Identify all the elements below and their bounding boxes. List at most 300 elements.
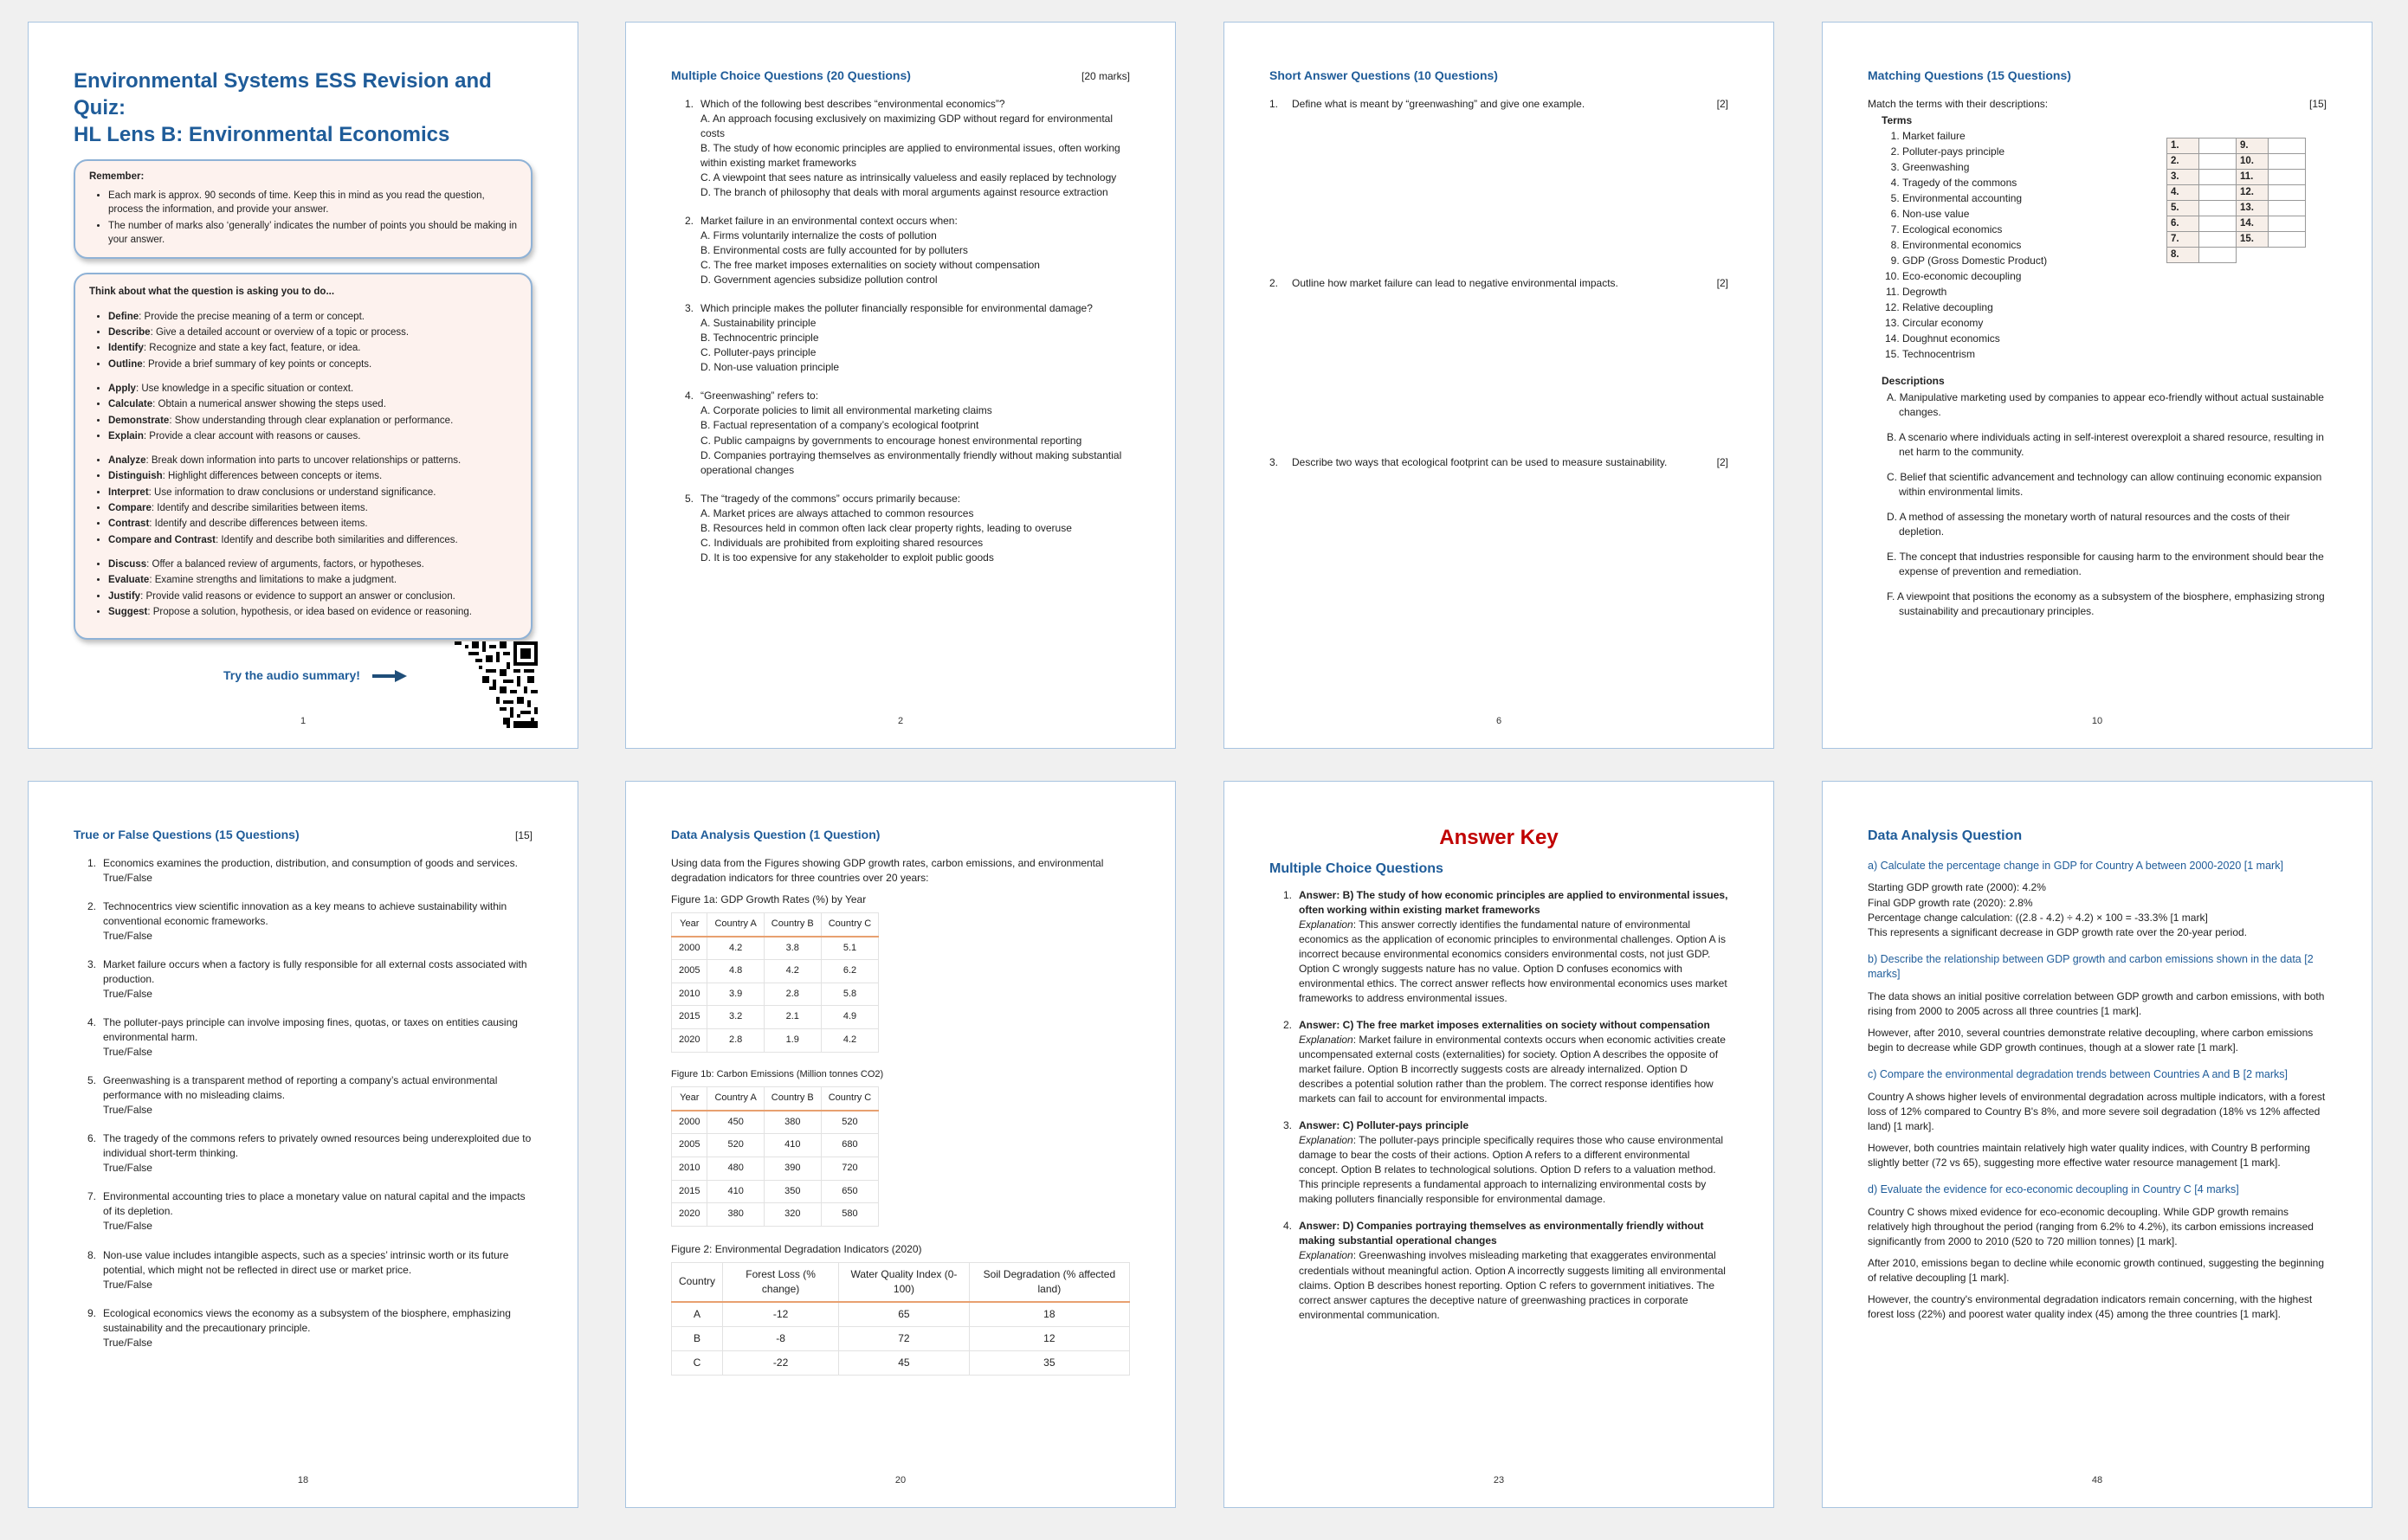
- grid-answer-cell[interactable]: [2199, 169, 2237, 184]
- true-false-option[interactable]: True/False: [103, 988, 152, 1001]
- answer-explanation: [1299, 1033, 1728, 1106]
- grid-number: 11.: [2237, 169, 2269, 184]
- grid-answer-cell[interactable]: [2199, 138, 2237, 153]
- true-false-option[interactable]: True/False: [103, 871, 152, 884]
- answer-option[interactable]: D. Government agencies subsidize pollution control: [700, 274, 938, 287]
- sub-question: d) Evaluate the evidence for eco-economic decoupling in Country C [4 marks]: [1868, 1183, 2239, 1196]
- answer-option[interactable]: A. Firms voluntarily internalize the costs of pollution: [700, 229, 937, 242]
- answer-paragraph: [1868, 1090, 2327, 1134]
- grid-number: 2.: [2167, 153, 2199, 169]
- heading-text: Multiple Choice Questions (20 Questions): [671, 68, 911, 82]
- answer-explanation: [1299, 1248, 1728, 1322]
- command-term-item: [108, 486, 517, 499]
- grid-number: 10.: [2237, 153, 2269, 169]
- answer-option[interactable]: C. A viewpoint that sees nature as intrinsically valueless and easily replaced by technology: [700, 171, 1117, 184]
- table-cell: 4.2: [821, 1029, 879, 1053]
- answer-item: [1269, 888, 1728, 1006]
- table-cell: 350: [764, 1180, 821, 1203]
- grid-answer-cell[interactable]: [2199, 216, 2237, 231]
- answer-paragraph: [1868, 1292, 2327, 1322]
- command-term: Evaluate: [108, 575, 150, 586]
- table-cell: 380: [764, 1111, 821, 1134]
- short-answer-question: [1269, 276, 1728, 291]
- question-body: [700, 301, 1130, 375]
- answer-line: Starting GDP growth rate (2000): 4.2%: [1868, 881, 2046, 894]
- grid-answer-cell[interactable]: [2269, 200, 2306, 216]
- table-cell: C: [672, 1351, 723, 1376]
- page-4: [1822, 22, 2372, 749]
- question-number: 1.: [684, 97, 694, 110]
- table-cell: 2020: [672, 1029, 707, 1053]
- grid-row: [2167, 153, 2306, 169]
- answer-line: The data shows an initial positive correlation between GDP growth and carbon emissions, with both rising from 2000 to 2005 across all three countries [1 mark].: [1868, 990, 2325, 1018]
- question-number: 1.: [1282, 888, 1292, 901]
- table-row: [672, 937, 879, 960]
- table-cell: 2000: [672, 937, 707, 960]
- command-terms-groups: [89, 310, 517, 620]
- command-term-definition: : Show understanding through clear explanation or performance.: [169, 415, 454, 426]
- table-cell: 410: [707, 1180, 764, 1203]
- true-false-option[interactable]: True/False: [103, 1220, 152, 1233]
- table-cell: 4.8: [707, 960, 764, 983]
- description-item: C. Belief that scientific advancement and technology can allow continuing economic expansion within environmental limits.: [1887, 471, 2322, 499]
- remember-box: [74, 159, 533, 260]
- marks-label: [20 marks]: [1081, 70, 1130, 82]
- remember-title: Remember:: [89, 171, 145, 182]
- true-false-question: [74, 899, 533, 944]
- answer-line: However, the country's environmental degradation indicators remain concerning, with the highest forest loss (22%) and poorest water quality index (45) among the three countries [1 mark].: [1868, 1293, 2313, 1321]
- answer-text: Answer: C) The free market imposes externalities on society without compensation: [1299, 1019, 1710, 1032]
- degradation-table: [671, 1262, 1130, 1376]
- command-term: Explain: [108, 430, 144, 441]
- table-cell: -22: [723, 1351, 839, 1376]
- table-row: [672, 1111, 879, 1134]
- term-item: 7. Ecological economics: [1902, 222, 2327, 237]
- answer-option[interactable]: B. Factual representation of a company’s ecological footprint: [700, 419, 979, 432]
- question-number: 6.: [87, 1132, 96, 1145]
- true-false-option[interactable]: True/False: [103, 1104, 152, 1117]
- question-number: 5.: [684, 492, 694, 505]
- title-line-2: HL Lens B: Environmental Economics: [74, 123, 450, 147]
- answer-option[interactable]: B. Technocentric principle: [700, 332, 819, 345]
- remember-item: • The number of marks also ‘generally’ indicates the number of points you should be making in your answer.: [108, 219, 517, 248]
- command-term-item: [108, 397, 517, 411]
- term-item: 5. Environmental accounting: [1902, 190, 2327, 206]
- true-false-option[interactable]: True/False: [103, 1278, 152, 1291]
- term-item: 9. GDP (Gross Domestic Product): [1902, 253, 2327, 268]
- answer-option[interactable]: B. Environmental costs are fully accounted for by polluters: [700, 244, 968, 257]
- command-term: Define: [108, 311, 139, 322]
- answer-text: Answer: B) The study of how economic principles are applied to environmental issues, often working within existing market frameworks: [1299, 888, 1728, 916]
- terms-title: Terms: [1882, 113, 1913, 126]
- command-term: Identify: [108, 343, 144, 354]
- answer-option[interactable]: A. An approach focusing exclusively on maximizing GDP without regard for environmental costs: [700, 112, 1114, 139]
- grid-answer-cell[interactable]: [2269, 216, 2306, 231]
- grid-number: 14.: [2237, 216, 2269, 231]
- command-term-item: [108, 590, 517, 603]
- question-number: 4.: [684, 390, 694, 403]
- term-item: 2. Polluter-pays principle: [1902, 144, 2327, 159]
- command-term-item: [108, 517, 517, 531]
- term-item: 11. Degrowth: [1902, 284, 2327, 300]
- table-cell: 2.8: [764, 983, 821, 1006]
- command-term-item: [108, 501, 517, 515]
- grid-answer-cell[interactable]: [2199, 247, 2237, 262]
- grid-number: 6.: [2167, 216, 2199, 231]
- table-cell: 450: [707, 1111, 764, 1134]
- table-cell: 3.8: [764, 937, 821, 960]
- grid-number: 12.: [2237, 184, 2269, 200]
- page-2: [625, 22, 1176, 749]
- column-header: Water Quality Index (0-100): [839, 1262, 970, 1302]
- question-number: 8.: [87, 1248, 96, 1261]
- page-1: [28, 22, 578, 749]
- true-false-question: [74, 957, 533, 1002]
- page-7: [1223, 781, 1774, 1508]
- table-cell: -8: [723, 1327, 839, 1351]
- answer-option[interactable]: A. Corporate policies to limit all environmental marketing claims: [700, 404, 992, 417]
- answer-item: [1269, 1018, 1728, 1106]
- question-text: Define what is meant by “greenwashing” and give one example.: [1292, 97, 1585, 110]
- question-body: [700, 389, 1130, 477]
- answer-line: After 2010, emissions began to decline while economic growth continued, suggesting the beginning of relative decoupling [1 mark].: [1868, 1256, 2325, 1284]
- table-cell: 2010: [672, 1157, 707, 1181]
- question-body: [700, 492, 1130, 565]
- descriptions-title: Descriptions: [1882, 374, 1945, 387]
- sub-question: b) Describe the relationship between GDP growth and carbon emissions shown in the data [2 marks]: [1868, 952, 2314, 981]
- command-term-definition: : Provide a clear account with reasons or causes.: [143, 430, 361, 441]
- arrow-right-icon: [372, 670, 407, 682]
- table-row: [672, 1134, 879, 1157]
- answer-key-title: Answer Key: [1439, 826, 1559, 849]
- command-terms-title: Think about what the question is asking you to do...: [89, 287, 335, 298]
- table-cell: 1.9: [764, 1029, 821, 1053]
- answer-body: [1299, 1219, 1728, 1322]
- table-row: [672, 960, 879, 983]
- table-cell: 6.2: [821, 960, 879, 983]
- answer-option[interactable]: D. It is too expensive for any stakeholder to exploit public goods: [700, 551, 994, 564]
- question-marks: [2]: [1716, 276, 1728, 289]
- document-title: [74, 68, 533, 149]
- command-terms-box: [74, 273, 533, 640]
- question-number: 3.: [1282, 1119, 1292, 1132]
- table-cell: -12: [723, 1302, 839, 1327]
- answer-option[interactable]: B. Resources held in common often lack clear property rights, leading to overuse: [700, 521, 1072, 534]
- question-text: “Greenwashing” refers to:: [700, 390, 819, 403]
- explanation-label: Explanation: [1299, 918, 1353, 931]
- table-cell: 35: [969, 1351, 1129, 1376]
- grid-number: 13.: [2237, 200, 2269, 216]
- question-text: Technocentrics view scientific innovation as a key means to achieve sustainability within conventional economic frameworks.: [103, 899, 507, 927]
- grid-answer-cell[interactable]: [2269, 231, 2306, 247]
- answer-option[interactable]: B. The study of how economic principles are applied to environmental issues, often working within existing market frameworks: [700, 141, 1120, 169]
- mcq-question: [671, 492, 1130, 565]
- table-cell: 720: [821, 1157, 879, 1181]
- command-term-definition: : Propose a solution, hypothesis, or idea based on evidence or reasoning.: [147, 607, 473, 618]
- column-header: Country C: [821, 1087, 879, 1111]
- column-header: Year: [672, 912, 707, 936]
- command-term-definition: : Use knowledge in a specific situation or context.: [135, 383, 354, 394]
- table-cell: 3.2: [707, 1006, 764, 1029]
- column-header: Country C: [821, 912, 879, 936]
- table-row: [672, 1006, 879, 1029]
- command-term: Discuss: [108, 559, 147, 570]
- grid-number: 4.: [2167, 184, 2199, 200]
- table-header-row: [672, 1262, 1130, 1302]
- grid-number: 3.: [2167, 169, 2199, 184]
- command-term-item: [108, 310, 517, 324]
- question-text: Greenwashing is a transparent method of reporting a company’s actual environmental performance with no misleading claims.: [103, 1074, 498, 1102]
- command-term-group: [89, 454, 517, 547]
- figure-2-caption: Figure 2: Environmental Degradation Indicators (2020): [671, 1242, 922, 1255]
- table-cell: 4.2: [707, 937, 764, 960]
- description-item: F. A viewpoint that positions the economy as a subsystem of the biosphere, emphasizing strong sustainability and precautionary principles.: [1887, 590, 2325, 618]
- term-item: 12. Relative decoupling: [1902, 300, 2327, 315]
- question-number: 2.: [1282, 1019, 1292, 1032]
- command-term-definition: : Examine strengths and limitations to make a judgment.: [149, 575, 397, 586]
- term-item: 15. Technocentrism: [1902, 346, 2327, 362]
- command-term-definition: : Highlight differences between concepts or items.: [162, 471, 383, 482]
- command-term-definition: : Give a detailed account or overview of a topic or process.: [150, 326, 410, 338]
- mcq-question: [671, 214, 1130, 287]
- answer-paragraph: [1868, 880, 2327, 939]
- true-false-question: [74, 1189, 533, 1234]
- table-cell: A: [672, 1302, 723, 1327]
- grid-row: [2167, 247, 2306, 262]
- grid-answer-cell[interactable]: [2199, 153, 2237, 169]
- short-answer-question: [1269, 97, 1728, 112]
- true-false-option[interactable]: True/False: [103, 1162, 152, 1175]
- answer-line: Country C shows mixed evidence for eco-economic decoupling. While GDP growth remains relatively high throughout the period (ranging from 6.2% to 4.2%), its carbon emissions increased significantly from 2000 to 2010 (520 to 720 million tonnes) [1 mark].: [1868, 1205, 2314, 1247]
- page-number: 2: [897, 716, 904, 727]
- column-header: Country A: [707, 1087, 764, 1111]
- answer-option[interactable]: D. Companies portraying themselves as environmentally friendly without making substantial operational changes: [700, 448, 1122, 476]
- table-cell: 520: [821, 1111, 879, 1134]
- table-cell: 2015: [672, 1006, 707, 1029]
- mcq-list: [671, 97, 1130, 565]
- table-cell: 380: [707, 1203, 764, 1227]
- command-term: Compare and Contrast: [108, 534, 216, 545]
- answer-option[interactable]: A. Sustainability principle: [700, 317, 817, 330]
- question-body: [103, 1015, 533, 1060]
- table-cell: 2005: [672, 960, 707, 983]
- table-cell: 4.9: [821, 1006, 879, 1029]
- table-cell: 12: [969, 1327, 1129, 1351]
- explanation-label: Explanation: [1299, 1249, 1353, 1262]
- grid-answer-cell[interactable]: [2269, 184, 2306, 200]
- grid-answer-cell[interactable]: [2269, 153, 2306, 169]
- command-term-item: [108, 358, 517, 371]
- answer-option[interactable]: C. The free market imposes externalities on society without compensation: [700, 259, 1040, 272]
- answer-text: Answer: D) Companies portraying themselves as environmentally friendly without making substantial operational changes: [1299, 1220, 1704, 1247]
- table-row: [672, 1302, 1130, 1327]
- answer-line: Country A shows higher levels of environmental degradation across multiple indicators, with a forest loss of 12% compared to Country B's 8%, and more severe soil degradation (18% vs 12% affected land) [1 mark].: [1868, 1090, 2326, 1133]
- answer-explanation: [1299, 1133, 1728, 1207]
- column-header: Soil Degradation (% affected land): [969, 1262, 1129, 1302]
- true-false-question: [74, 1131, 533, 1176]
- answer-paragraph: [1868, 1256, 2327, 1285]
- command-term-definition: : Provide the precise meaning of a term or concept.: [139, 311, 365, 322]
- table-cell: 410: [764, 1134, 821, 1157]
- question-text: The tragedy of the commons refers to privately owned resources being underexploited due to individual short-term thinking.: [103, 1132, 532, 1160]
- command-term-definition: : Provide valid reasons or evidence to support an answer or conclusion.: [140, 590, 455, 602]
- answer-line: This represents a significant decrease in GDP growth rate over the 20-year period.: [1868, 925, 2247, 938]
- question-body: [103, 1131, 533, 1176]
- grid-number: 15.: [2237, 231, 2269, 247]
- command-term-item: [108, 454, 517, 467]
- table-cell: 5.8: [821, 983, 879, 1006]
- page-number: 6: [1495, 716, 1502, 727]
- gdp-table: [671, 912, 879, 1053]
- question-text: Market failure occurs when a factory is fully responsible for all external costs associated with production.: [103, 958, 527, 986]
- question-marks: [2]: [1716, 97, 1728, 110]
- table-cell: 2015: [672, 1180, 707, 1203]
- grid-answer-cell[interactable]: [2269, 138, 2306, 153]
- command-term-group: [89, 310, 517, 371]
- question-text: Ecological economics views the economy as a subsystem of the biosphere, emphasizing sustainability and the precautionary principle.: [103, 1306, 511, 1334]
- audio-summary-label: Try the audio summary!: [223, 668, 360, 682]
- answer-body: [1299, 1018, 1728, 1106]
- command-term-item: [108, 573, 517, 587]
- table-cell: 2000: [672, 1111, 707, 1134]
- page-number: 18: [297, 1475, 309, 1486]
- question-number: 2.: [87, 899, 96, 912]
- table-cell: 5.1: [821, 937, 879, 960]
- answer-option[interactable]: C. Individuals are prohibited from exploiting shared resources: [700, 536, 984, 549]
- grid-number: 1.: [2167, 138, 2199, 153]
- table-row: [672, 1180, 879, 1203]
- table-header-row: [672, 912, 879, 936]
- grid-answer-cell[interactable]: [2199, 200, 2237, 216]
- answer-line: However, both countries maintain relatively high water quality indices, with Country B performing slightly better (72 vs 65), suggesting more effective water resource management [1 mark].: [1868, 1142, 2310, 1169]
- table-header-row: [672, 1087, 879, 1111]
- section-heading: [671, 68, 1130, 85]
- table-row: [672, 983, 879, 1006]
- true-false-question: [74, 1248, 533, 1292]
- table-cell: 680: [821, 1134, 879, 1157]
- answer-option[interactable]: C. Polluter-pays principle: [700, 346, 817, 359]
- table-cell: 520: [707, 1134, 764, 1157]
- answer-explanation: [1299, 918, 1728, 1006]
- description-item: E. The concept that industries responsible for causing harm to the environment should bear the expense of prevention and remediation.: [1887, 551, 2324, 578]
- grid-answer-cell[interactable]: [2199, 184, 2237, 200]
- question-body: [103, 1189, 533, 1234]
- answer-option[interactable]: A. Market prices are always attached to common resources: [700, 506, 974, 519]
- table-cell: 45: [839, 1351, 970, 1376]
- question-body: [700, 97, 1130, 200]
- short-answer-question: [1269, 455, 1728, 470]
- table-row: [672, 1029, 879, 1053]
- question-text: The polluter-pays principle can involve imposing fines, quotas, or taxes on entities causing environmental harm.: [103, 1016, 518, 1044]
- command-term: Outline: [108, 358, 143, 370]
- question-body: [103, 1073, 533, 1118]
- data-intro: Using data from the Figures showing GDP growth rates, carbon emissions, and environmental degradation indicators for three countries over 20 years:: [671, 856, 1104, 884]
- command-term: Compare: [108, 503, 152, 514]
- true-false-option[interactable]: True/False: [103, 1336, 152, 1349]
- question-number: 7.: [87, 1190, 96, 1203]
- answer-line: Final GDP growth rate (2020): 2.8%: [1868, 896, 2033, 909]
- audio-summary[interactable]: [223, 667, 407, 685]
- grid-row: [2167, 138, 2306, 153]
- answer-line: Percentage change calculation: ((2.8 - 4.2) ÷ 4.2) × 100 = -33.3% [1 mark]: [1868, 911, 2208, 924]
- mcq-question: [671, 389, 1130, 477]
- column-header: Country B: [764, 1087, 821, 1111]
- terms-section: [1868, 113, 2327, 362]
- command-term-item: [108, 341, 517, 355]
- question-text: Non-use value includes intangible aspects, such as a species’ intrinsic worth or its future potential, which might not be reflected in direct use or market price.: [103, 1248, 509, 1276]
- grid-number: 5.: [2167, 200, 2199, 216]
- answer-option[interactable]: D. Non-use valuation principle: [700, 361, 840, 374]
- term-item: 1. Market failure: [1902, 128, 2327, 144]
- answer-option[interactable]: C. Public campaigns by governments to encourage honest environmental reporting: [700, 434, 1082, 447]
- remember-list: [89, 189, 517, 247]
- grid-number: 7.: [2167, 231, 2199, 247]
- table-cell: 2005: [672, 1134, 707, 1157]
- command-term-item: [108, 382, 517, 396]
- question-text: Economics examines the production, distribution, and consumption of goods and services.: [103, 856, 518, 869]
- command-term-item: [108, 605, 517, 619]
- term-item: 6. Non-use value: [1902, 206, 2327, 222]
- question-number: 1.: [87, 856, 96, 869]
- command-term: Contrast: [108, 519, 150, 530]
- command-term: Distinguish: [108, 471, 163, 482]
- explanation-text: : Market failure in environmental contexts occurs when economic activities create uncompensated external costs (externalities) for society. Option A describes the opposite of market failure. Option B incorrectly suggests costs are already internalized. Option D describes a potential solution rather than the problem. The correct response identifies how markets can fail to account for environmental impacts.: [1299, 1034, 1726, 1105]
- question-body: [103, 1248, 533, 1292]
- marks-label: [15]: [514, 829, 533, 841]
- explanation-text: : The polluter-pays principle specifically requires those who cause environmental damage to bear the costs of their actions. Option A refers to a different environmental concept. Option B relates to technological solutions. Option D refers to a valuation method. This principle represents a fundamental approach to internalizing environmental costs by making polluters financially responsible for environmental damage.: [1299, 1134, 1724, 1206]
- figure-1a-caption: Figure 1a: GDP Growth Rates (%) by Year: [671, 892, 867, 905]
- answer-body: [1299, 1118, 1728, 1207]
- sub-question: a) Calculate the percentage change in GDP for Country A between 2000-2020 [1 mark]: [1868, 859, 2283, 872]
- page-3: [1223, 22, 1774, 749]
- command-term-definition: : Offer a balanced review of arguments, factors, or hypotheses.: [146, 559, 424, 570]
- command-term-definition: : Identify and describe both similarities and differences.: [215, 534, 458, 545]
- table-row: [672, 1157, 879, 1181]
- question-body: [103, 899, 533, 944]
- figure-1b-caption: Figure 1b: Carbon Emissions (Million tonnes CO2): [671, 1068, 884, 1079]
- command-term-definition: : Provide a brief summary of key points or concepts.: [142, 358, 372, 370]
- answer-line: However, after 2010, several countries demonstrate relative decoupling, where carbon emissions begin to decrease while GDP growth continues, though at a slower rate [1 mark].: [1868, 1027, 2314, 1054]
- answer-paragraph: [1868, 989, 2327, 1019]
- true-false-option[interactable]: True/False: [103, 1046, 152, 1059]
- question-body: [103, 856, 533, 886]
- table-cell: 390: [764, 1157, 821, 1181]
- answer-option[interactable]: D. The branch of philosophy that deals with moral arguments against resource extraction: [700, 186, 1108, 199]
- column-header: Country: [672, 1262, 723, 1302]
- question-body: [103, 957, 533, 1002]
- table-cell: 4.2: [764, 960, 821, 983]
- command-term: Apply: [108, 383, 136, 394]
- grid-row: [2167, 231, 2306, 247]
- answer-item: [1269, 1219, 1728, 1322]
- question-number: 4.: [87, 1016, 96, 1029]
- table-cell: 480: [707, 1157, 764, 1181]
- true-false-question: [74, 856, 533, 886]
- command-term-group: [89, 557, 517, 619]
- explanation-label: Explanation: [1299, 1134, 1353, 1147]
- grid-answer-cell[interactable]: [2199, 231, 2237, 247]
- true-false-option[interactable]: True/False: [103, 930, 152, 942]
- grid-answer-cell[interactable]: [2269, 169, 2306, 184]
- page-number: 1: [300, 716, 307, 727]
- command-term: Calculate: [108, 399, 153, 410]
- answer-grid[interactable]: [2166, 138, 2306, 263]
- description-item: B. A scenario where individuals acting in self-interest overexploit a shared resource, resulting in net harm to the community.: [1887, 431, 2324, 459]
- true-false-question: [74, 1306, 533, 1350]
- section-heading: [74, 827, 533, 844]
- command-term: Demonstrate: [108, 415, 170, 426]
- question-text: Which principle makes the polluter financially responsible for environmental damage?: [700, 302, 1093, 315]
